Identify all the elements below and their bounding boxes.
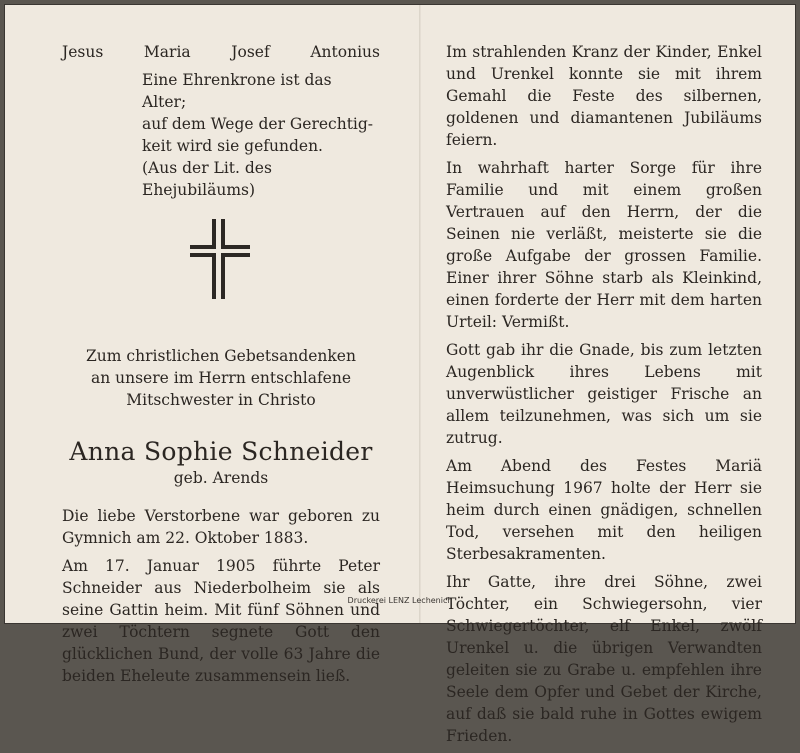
- verse-line: keit wird sie gefunden.: [142, 137, 323, 155]
- name-maria: Maria: [143, 43, 191, 61]
- memorial-dedication: [62, 345, 380, 411]
- maiden-name: geb. Arends: [173, 469, 269, 487]
- holy-names: [62, 41, 380, 63]
- paragraph: Am 17. Januar 1905 führte Peter Schneider aus Niederbolheim sie als seine Gattin heim. Mit fünf Söhnen und zwei Töchtern segnete Gott den glücklichen Bund, der volle 63 Jahre die beiden Eheleute zusammensein ließ.: [62, 557, 380, 685]
- name-jesus: Jesus: [62, 43, 104, 61]
- name-antonius: Antonius: [310, 43, 380, 61]
- cross-icon: [190, 219, 250, 299]
- right-page: [446, 41, 762, 753]
- dedication-line: Zum christlichen Gebetsandenken: [86, 347, 356, 365]
- paragraph: In wahrhaft harter Sorge für ihre Familie und mit einem großen Vertrauen auf den Herrn, der die Seinen nie verläßt, meisterte sie die große Aufgabe der grossen Familie. Einer ihrer Söhne starb als Kleinkind, einen forderte der Herr mit dem harten Urteil: Vermißt.: [446, 159, 762, 331]
- paragraph: Gott gab ihr die Gnade, bis zum letzten Augenblick ihres Lebens mit unverwüstlicher geistiger Frische an allem teilzunehmen, was sich um sie zutrug.: [446, 341, 762, 447]
- dedication-line: an unsere im Herrn entschlafene: [90, 369, 352, 387]
- paragraph: Am Abend des Festes Mariä Heimsuchung 1967 holte der Herr sie heim durch einen gnädigen, schnellen Tod, versehen mit den heiligen Sterbesakramenten.: [446, 457, 762, 563]
- paragraph: Die liebe Verstorbene war geboren zu Gymnich am 22. Oktober 1883.: [62, 507, 380, 547]
- deceased-name: Anna Sophie Schneider: [69, 437, 373, 466]
- verse-line: Eine Ehrenkrone ist das Alter;: [142, 71, 332, 111]
- bible-verse: [142, 69, 380, 201]
- paragraph: Ihr Gatte, ihre drei Söhne, zwei Töchter, ein Schwiegersohn, vier Schwiegertöchter, elf Enkel, zwölf Urenkel u. die übrigen Verwandten geleiten sie zu Grabe u. empfehlen ihre Seele dem Opfer und Gebet der Kirche, auf daß sie bald ruhe in Gottes ewigem Frieden.: [446, 573, 762, 745]
- memorial-card: [4, 4, 796, 745]
- verse-source: (Aus der Lit. des Ehejubiläums): [142, 159, 272, 199]
- paragraph: Im strahlenden Kranz der Kinder, Enkel und Urenkel konnte sie mit ihrem Gemahl die Feste des silbernen, goldenen und diamantenen Jubiläums feiern.: [446, 43, 762, 149]
- dedication-line: Mitschwester in Christo: [126, 391, 316, 409]
- name-josef: Josef: [231, 43, 270, 61]
- printer-imprint: Druckerei LENZ Lechenich: [347, 596, 453, 605]
- center-fold: [419, 5, 421, 623]
- verse-line: auf dem Wege der Gerechtig-: [142, 115, 374, 133]
